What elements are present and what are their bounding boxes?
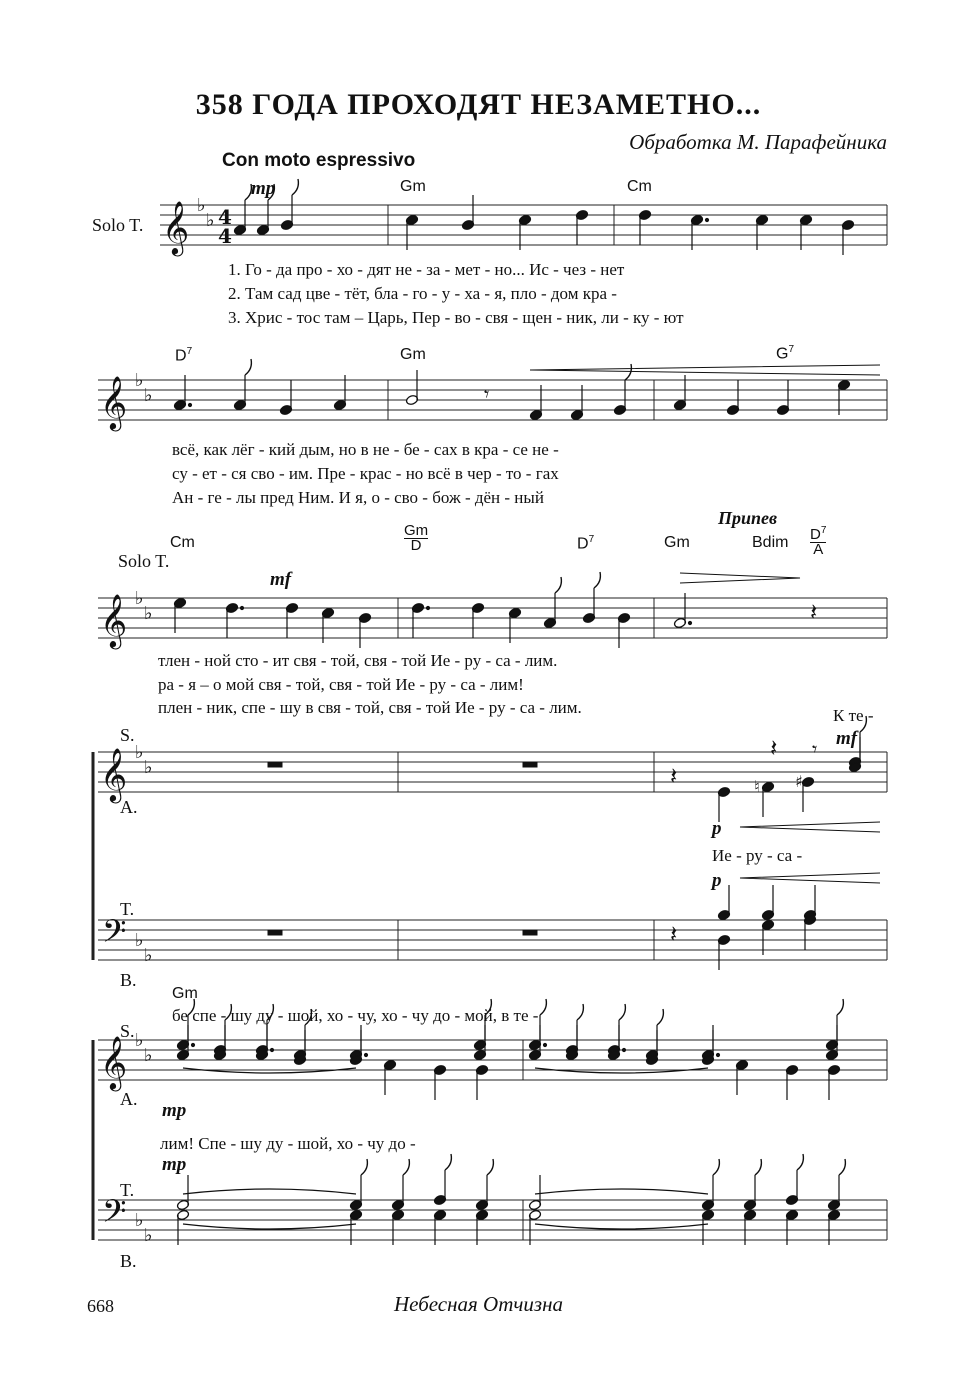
chord-cm: Cm <box>627 178 652 195</box>
part-label-soprano: S. <box>120 1021 135 1041</box>
crescendo-hairpin <box>740 873 880 883</box>
note-dot <box>191 1043 194 1046</box>
whole-rest <box>523 930 537 935</box>
note-flag <box>268 184 274 200</box>
dynamic-mp: mp <box>162 1100 187 1121</box>
staff-solo <box>98 598 887 638</box>
note-flag <box>188 999 194 1015</box>
chord-gm: Gm <box>664 534 690 551</box>
note-flag <box>292 179 298 195</box>
tie <box>535 1189 708 1194</box>
part-label-alto: A. <box>120 1089 138 1109</box>
flat-icon: ♭ <box>144 603 153 624</box>
eighth-rest-icon: 𝄾 <box>484 382 490 406</box>
flat-icon: ♭ <box>206 210 215 231</box>
note-flag <box>837 999 843 1015</box>
chord-gm: Gm <box>400 346 426 363</box>
tempo-marking: Con moto espressivo <box>222 150 416 171</box>
note-flag <box>267 1004 273 1020</box>
flat-icon: ♭ <box>135 742 144 763</box>
note-dot <box>622 1048 625 1051</box>
choir-lyric-upper: бе спе - шу ду - шой, хо - чу, хо - чу до - мой, в те - <box>172 1006 539 1025</box>
flat-icon: ♭ <box>135 1030 144 1051</box>
treble-clef-icon: 𝄞 <box>162 200 190 254</box>
time-signature: 4 <box>218 224 232 248</box>
lyric-line: тлен - ной сто - ит свя - той, свя - той Ие - ру - са - лим. <box>158 651 558 670</box>
natural-icon: ♮ <box>754 777 760 796</box>
page-number: 668 <box>87 1296 114 1316</box>
staff-solo <box>160 205 887 245</box>
dynamic-mp: mp <box>162 1154 187 1175</box>
flat-icon: ♭ <box>144 757 153 778</box>
note-dot <box>426 606 429 609</box>
note-flag <box>485 999 491 1015</box>
chord-g7: $G^7$ <box>776 344 795 363</box>
flat-icon: ♭ <box>135 588 144 609</box>
treble-clef-icon: 𝄞 <box>100 375 128 429</box>
note-flag <box>657 1009 663 1025</box>
quarter-rest-icon: 𝄽 <box>670 762 678 790</box>
note-flag <box>797 1154 803 1170</box>
note-flag <box>755 1159 761 1175</box>
lyric-line: ра - я – о мой свя - той, свя - той Ие - ру - са - лим! <box>158 675 524 694</box>
flat-icon: ♭ <box>135 1210 144 1231</box>
note-flag <box>361 1159 367 1175</box>
diminuendo-hairpin <box>680 573 800 583</box>
part-label-bass: B. <box>120 1251 137 1271</box>
bass-clef-icon: 𝄢 <box>102 913 127 957</box>
chord-d7-over-a: $\frac{D^7}{A}$ <box>810 525 827 558</box>
lyric-line: 2. Там сад цве - тёт, бла - го - у - ха - я, пло - дом кра - <box>228 284 617 303</box>
note-flag <box>577 1004 583 1020</box>
part-label-alto: A. <box>120 797 138 817</box>
staff-solo <box>98 380 887 420</box>
note-dot <box>240 606 243 609</box>
choir-lyric-upper: К те - <box>833 706 874 725</box>
dynamic-mf: mf <box>836 728 858 749</box>
treble-clef-icon: 𝄞 <box>100 1035 128 1089</box>
part-label-bass: B. <box>120 970 137 990</box>
note-dot <box>688 621 691 624</box>
chord-d7: $D^7$ <box>577 534 595 553</box>
staff-tenor-bass <box>98 1200 887 1240</box>
lyric-line: 1. Го - да про - хо - дят не - за - мет - но... Ис - чез - нет <box>228 260 625 279</box>
note-dot <box>716 1053 719 1056</box>
note-flag <box>713 1159 719 1175</box>
note-dot <box>188 403 191 406</box>
tie <box>535 1224 708 1229</box>
note-flag <box>594 572 600 588</box>
tie <box>183 1224 356 1229</box>
chord-gm: Gm <box>172 985 198 1002</box>
flat-icon: ♭ <box>144 1045 153 1066</box>
note-dot <box>270 1048 273 1051</box>
part-label-soprano: S. <box>120 725 135 745</box>
lyric-line: всё, как лёг - кий дым, но в не - бе - сах в кра - се не - <box>172 440 559 459</box>
note-flag <box>860 716 866 732</box>
note-flag <box>625 364 631 380</box>
choir-lyric-lower: лим! Спе - шу ду - шой, хо - чу до - <box>160 1134 416 1153</box>
refrain-label: Припев <box>718 508 778 528</box>
crescendo-hairpin <box>530 365 880 375</box>
quarter-rest-icon: 𝄽 <box>670 920 678 948</box>
quarter-rest-icon: 𝄽 <box>810 598 818 626</box>
flat-icon: ♭ <box>144 1225 153 1246</box>
note-flag <box>403 1159 409 1175</box>
dynamic-mf: mf <box>270 569 292 590</box>
part-label-solo: Solo T. <box>92 215 144 235</box>
flat-icon: ♭ <box>144 385 153 406</box>
treble-clef-icon: 𝄞 <box>100 593 128 647</box>
lyric-line: су - ет - ся сво - им. Пре - крас - но всё в чер - то - гах <box>172 464 559 483</box>
chord-bdim: Bdim <box>752 534 789 551</box>
chord-cm: Cm <box>170 534 195 551</box>
part-label-solo: Solo T. <box>118 551 170 571</box>
note-flag <box>619 1004 625 1020</box>
tie <box>183 1189 356 1194</box>
lyric-line: 3. Хрис - тос там – Царь, Пер - во - свя - щен - ник, ли - ку - ют <box>228 308 684 327</box>
note-dot <box>705 218 708 221</box>
part-label-tenor: T. <box>120 1180 135 1200</box>
whole-rest <box>268 762 282 767</box>
dynamic-p: p <box>712 818 722 839</box>
lyric-line: плен - ник, спе - шу в свя - той, свя - той Ие - ру - са - лим. <box>158 698 582 717</box>
choir-lyric-lower: Ие - ру - са - <box>712 846 803 865</box>
note-flag <box>839 1159 845 1175</box>
lyric-line: Ан - ге - лы пред Ним. И я, о - сво - бож - дён - ный <box>172 488 544 507</box>
time-signature: 4 <box>218 205 232 229</box>
note-flag <box>245 359 251 375</box>
note-flag <box>445 1154 451 1170</box>
dynamic-p: p <box>712 870 722 891</box>
note-flag <box>225 1004 231 1020</box>
note-flag <box>540 999 546 1015</box>
note-dot <box>543 1043 546 1046</box>
flat-icon: ♭ <box>135 370 144 391</box>
note-flag <box>245 184 251 200</box>
chord-gm: Gm <box>400 178 426 195</box>
crescendo-hairpin <box>740 822 880 832</box>
whole-rest <box>268 930 282 935</box>
part-label-tenor: T. <box>120 899 135 919</box>
sharp-icon: ♯ <box>795 772 803 791</box>
note-flag <box>555 577 561 593</box>
page-title: 358 ГОДА ПРОХОДЯТ НЕЗАМЕТНО... <box>195 88 762 121</box>
bass-clef-icon: 𝄢 <box>102 1193 127 1237</box>
flat-icon: ♭ <box>135 930 144 951</box>
note-flag <box>305 1009 311 1025</box>
note-dot <box>364 1053 367 1056</box>
chord-d7: $D^7$ <box>175 346 193 365</box>
book-title: Небесная Отчизна <box>393 1292 564 1316</box>
staff-soprano-alto <box>98 1040 887 1080</box>
arranger-credit: Обработка М. Парафейника <box>629 130 887 154</box>
eighth-rest-icon: 𝄾 <box>812 737 818 761</box>
chord-gm-over-d: $\frac{Gm}{D}$ <box>404 522 429 554</box>
whole-rest <box>523 762 537 767</box>
treble-clef-icon: 𝄞 <box>100 747 128 801</box>
dynamic-mp: mp <box>251 178 276 199</box>
quarter-rest-icon: 𝄽 <box>770 734 778 762</box>
flat-icon: ♭ <box>144 945 153 966</box>
flat-icon: ♭ <box>197 195 206 216</box>
note-flag <box>487 1159 493 1175</box>
